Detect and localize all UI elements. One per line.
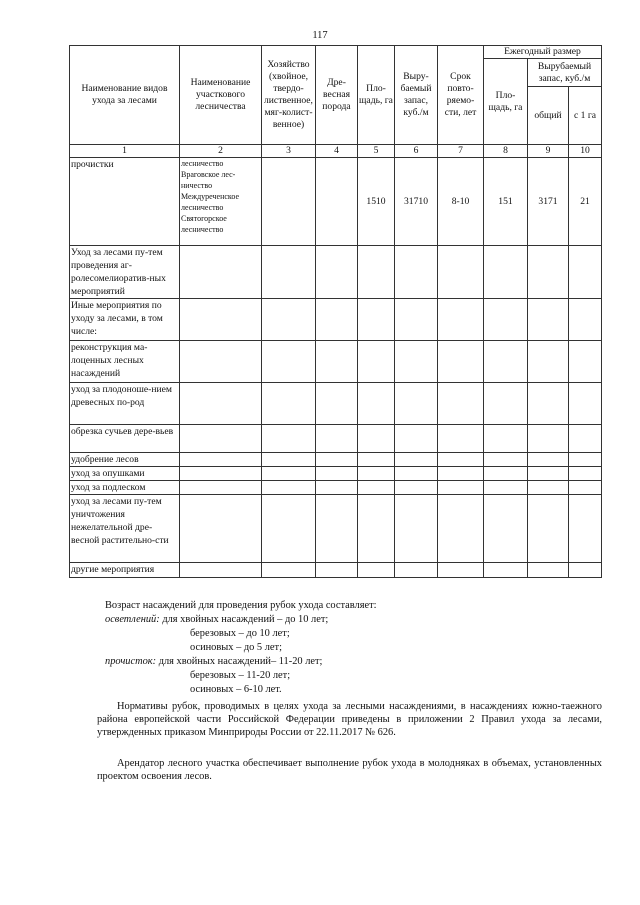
empty-cell [395,246,438,299]
empty-cell [262,383,316,425]
empty-cell [484,299,528,341]
empty-cell [438,481,484,495]
col-number: 10 [569,145,602,158]
species-cell [316,158,358,246]
care-type-cell: другие мероприятия [70,563,180,578]
care-type-cell: прочистки [70,158,180,246]
empty-cell [438,495,484,563]
cleaning-line [105,655,322,668]
empty-cell [316,495,358,563]
table-body [70,246,602,578]
empty-cell [358,563,395,578]
annual-per-ha-cell: 21 [569,158,602,246]
empty-cell [262,246,316,299]
header-per-ha: с 1 га [569,87,602,145]
empty-cell [438,453,484,467]
empty-cell [569,425,602,453]
empty-cell [180,563,262,578]
table-row [70,425,602,453]
empty-cell [528,467,569,481]
tenant-paragraph: Арендатор лесного участка обеспечивает выполнение рубок ухода в молодняках в объемах, установленных проектом освоения лесов. [97,758,602,783]
cleaning-label: прочисток: [105,656,157,667]
care-type-cell: реконструкция ма-лоценных лесных насаждений [70,341,180,383]
care-type-cell: Уход за лесами пу-тем проведения аг-ролесомелиоратив-ных мероприятий [70,246,180,299]
empty-cell [484,383,528,425]
stock-cell: 31710 [395,158,438,246]
empty-cell [438,467,484,481]
table-row [70,299,602,341]
empty-cell [484,341,528,383]
col-number: 2 [180,145,262,158]
empty-cell [358,299,395,341]
empty-cell [316,383,358,425]
empty-cell [569,563,602,578]
empty-cell [316,481,358,495]
table-row [70,495,602,563]
empty-cell [569,341,602,383]
empty-cell [358,383,395,425]
empty-cell [395,495,438,563]
empty-cell [528,453,569,467]
col-number: 4 [316,145,358,158]
empty-cell [528,495,569,563]
empty-cell [395,481,438,495]
empty-cell [528,563,569,578]
economy-cell [262,158,316,246]
empty-cell [316,563,358,578]
empty-cell [528,383,569,425]
empty-cell [395,453,438,467]
empty-cell [484,495,528,563]
empty-cell [180,425,262,453]
annual-area-cell: 151 [484,158,528,246]
empty-cell [395,341,438,383]
empty-cell [358,246,395,299]
clearing-line [105,613,328,626]
empty-cell [358,453,395,467]
empty-cell [484,453,528,467]
empty-cell [569,246,602,299]
care-type-cell: Иные мероприятия по уходу за лесами, в том числе: [70,299,180,341]
table-row [70,467,602,481]
period-cell: 8-10 [438,158,484,246]
col-number: 9 [528,145,569,158]
empty-cell [528,481,569,495]
empty-cell [438,383,484,425]
empty-cell [316,246,358,299]
empty-cell [484,467,528,481]
table-row [70,383,602,425]
empty-cell [358,481,395,495]
empty-cell [395,425,438,453]
empty-cell [484,481,528,495]
header-stock: Выру-баемый запас, куб./м [395,46,438,145]
empty-cell [180,453,262,467]
header-cut-stock: Вырубаемый запас, куб./м [528,59,602,87]
empty-cell [262,467,316,481]
care-type-cell: уход за подлеском [70,481,180,495]
cleaning-aspen: осиновых – 6-10 лет. [190,684,282,695]
clearing-label: осветлений: [105,614,160,625]
empty-cell [358,425,395,453]
empty-cell [180,299,262,341]
area-cell: 1510 [358,158,395,246]
col-number: 1 [70,145,180,158]
empty-cell [316,341,358,383]
clearing-conifer: для хвойных насаждений – до 10 лет; [159,614,329,625]
col-number: 8 [484,145,528,158]
table-row [70,453,602,467]
empty-cell [262,481,316,495]
table-row [70,481,602,495]
empty-cell [262,425,316,453]
col-number: 3 [262,145,316,158]
header-economy: Хозяйство (хвойное, твердо-лиственное, мяг-колист-венное) [262,46,316,145]
empty-cell [262,453,316,467]
empty-cell [262,563,316,578]
empty-cell [569,383,602,425]
empty-cell [316,467,358,481]
empty-cell [528,341,569,383]
empty-cell [316,425,358,453]
age-intro: Возраст насаждений для проведения рубок ухода составляет: [105,600,377,611]
care-type-cell: уход за лесами пу-тем уничтожения нежелательной дре-весной растительно-сти [70,495,180,563]
empty-cell [395,383,438,425]
forestry-cell: лесничество Враговское лес-ничество Междуреченское лесничество Святогорское лесничество [180,158,262,246]
empty-cell [262,495,316,563]
care-type-cell: уход за опушками [70,467,180,481]
header-species: Дре-весная порода [316,46,358,145]
empty-cell [395,467,438,481]
empty-cell [358,467,395,481]
forest-care-table [69,45,602,578]
empty-cell [358,495,395,563]
empty-cell [528,425,569,453]
col-number: 6 [395,145,438,158]
empty-cell [438,341,484,383]
empty-cell [395,299,438,341]
empty-cell [569,299,602,341]
header-area: Пло-щадь, га [358,46,395,145]
empty-cell [569,495,602,563]
header-annual-area: Пло-щадь, га [484,59,528,145]
table-row [70,341,602,383]
header-total: общий [528,87,569,145]
table-row [70,246,602,299]
empty-cell [528,299,569,341]
empty-cell [180,467,262,481]
empty-cell [569,453,602,467]
empty-cell [180,341,262,383]
clearing-birch: березовых – до 10 лет; [190,628,290,639]
empty-cell [484,563,528,578]
empty-cell [180,495,262,563]
clearing-aspen: осиновых – до 5 лет; [190,642,282,653]
cleaning-birch: березовых – 11-20 лет; [190,670,291,681]
empty-cell [528,246,569,299]
header-annual: Ежегодный размер [484,46,602,59]
empty-cell [316,453,358,467]
empty-cell [262,299,316,341]
empty-cell [569,467,602,481]
header-forestry: Наименование участкового лесничества [180,46,262,145]
care-type-cell: удобрение лесов [70,453,180,467]
norms-paragraph: Нормативы рубок, проводимых в целях ухода за лесными насаждениями, в насаждениях южно-таежного района европейской части Российской Федерации приведены в приложении 2 Правил ухода за лесами, утвержденных приказом Минприроды России от 22.11.2017 № 626. [97,701,602,739]
empty-cell [438,425,484,453]
empty-cell [180,246,262,299]
empty-cell [358,341,395,383]
empty-cell [438,563,484,578]
empty-cell [180,383,262,425]
cleaning-conifer: для хвойных насаждений– 11-20 лет; [156,656,323,667]
header-care-type: Наименование видов ухода за лесами [70,46,180,145]
empty-cell [316,299,358,341]
col-number: 7 [438,145,484,158]
care-type-cell: обрезка сучьев дере-вьев [70,425,180,453]
empty-cell [180,481,262,495]
table-row [70,158,602,246]
empty-cell [484,246,528,299]
header-period: Срок повто-ряемо-сти, лет [438,46,484,145]
page-number: 117 [312,30,328,41]
empty-cell [395,563,438,578]
empty-cell [438,299,484,341]
empty-cell [438,246,484,299]
empty-cell [262,341,316,383]
empty-cell [484,425,528,453]
empty-cell [569,481,602,495]
care-type-cell: уход за плодоноше-нием древесных по-род [70,383,180,425]
table-row [70,563,602,578]
annual-total-cell: 3171 [528,158,569,246]
col-number: 5 [358,145,395,158]
